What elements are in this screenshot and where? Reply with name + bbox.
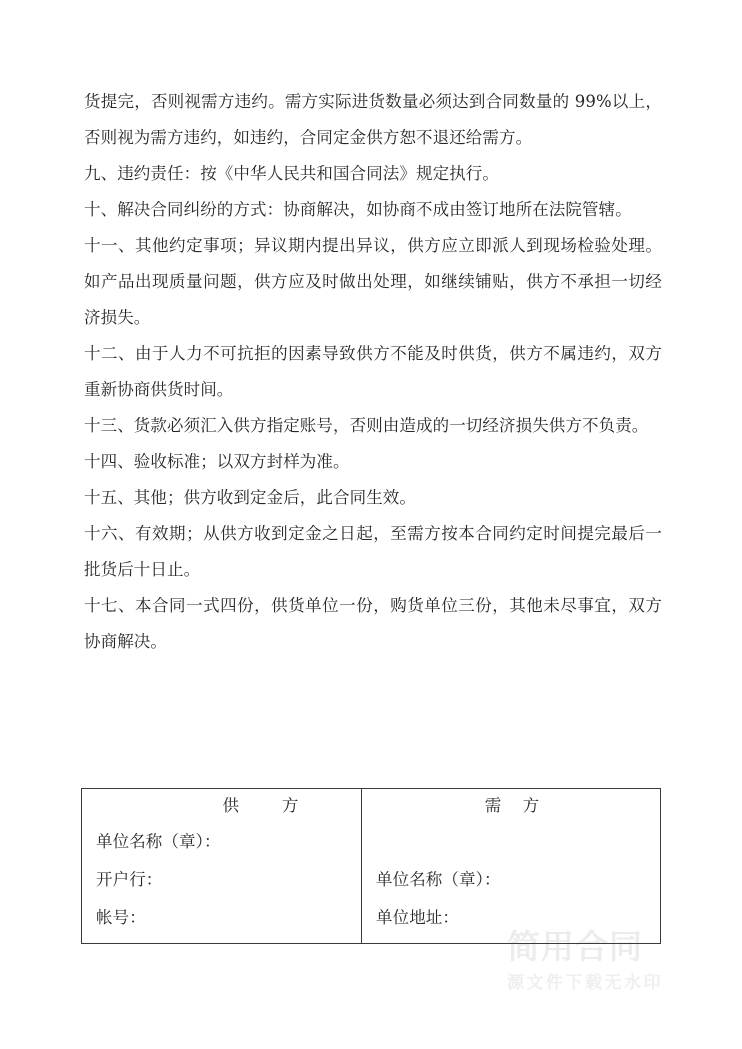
signature-table: [81, 788, 661, 944]
watermark-main-text: 简用合同: [507, 927, 643, 966]
buyer-spacer-row: [362, 823, 662, 861]
supplier-header: 供 方: [222, 796, 299, 815]
supplier-bank-field[interactable]: 开户行：: [96, 870, 163, 889]
clause-14: 十四、验收标准；以双方封样为准。: [84, 452, 350, 471]
clause-13: 十三、货款必须汇入供方指定账号，否则由造成的一切经济损失供方不负责。: [84, 416, 649, 435]
paragraph-continuation: 货提完，否则视需方违约。需方实际进货数量必须达到合同数量的 99%以上，否则视为需方违约，如违约，合同定金供方恕不退还给需方。: [84, 92, 662, 147]
buyer-company-name-field[interactable]: 单位名称（章）：: [376, 870, 501, 889]
supplier-company-name-field[interactable]: 单位名称（章）：: [96, 832, 221, 851]
buyer-address-field[interactable]: 单位地址：: [376, 908, 459, 927]
clause-16: 十六、有效期；从供方收到定金之日起，至需方按本合同约定时间提完最后一批货后十日止。: [84, 524, 662, 579]
supplier-account-field[interactable]: 帐号：: [96, 908, 146, 927]
clause-12: 十二、由于人力不可抗拒的因素导致供方不能及时供货，供方不属违约，双方重新协商供货时间。: [84, 344, 662, 399]
clause-17: 十七、本合同一式四份，供货单位一份，购货单位三份，其他未尽事宜，双方协商解决。: [84, 596, 662, 651]
buyer-column: [362, 789, 662, 943]
supplier-column: [82, 789, 361, 943]
clause-11: 十一、其他约定事项；异议期内提出异议，供方应立即派人到现场检验处理。如产品出现质量问题，供方应及时做出处理，如继续铺贴，供方不承担一切经济损失。: [84, 236, 662, 327]
clause-9: 九、违约责任：按《中华人民共和国合同法》规定执行。: [84, 164, 499, 183]
buyer-header: 需 方: [484, 796, 540, 815]
watermark-sub-text: 源文件下载无水印: [507, 973, 663, 993]
document-body: [84, 84, 662, 660]
clause-15: 十五、其他；供方收到定金后，此合同生效。: [84, 488, 416, 507]
clause-10: 十、解决合同纠纷的方式：协商解决，如协商不成由签订地所在法院管辖。: [84, 200, 632, 219]
